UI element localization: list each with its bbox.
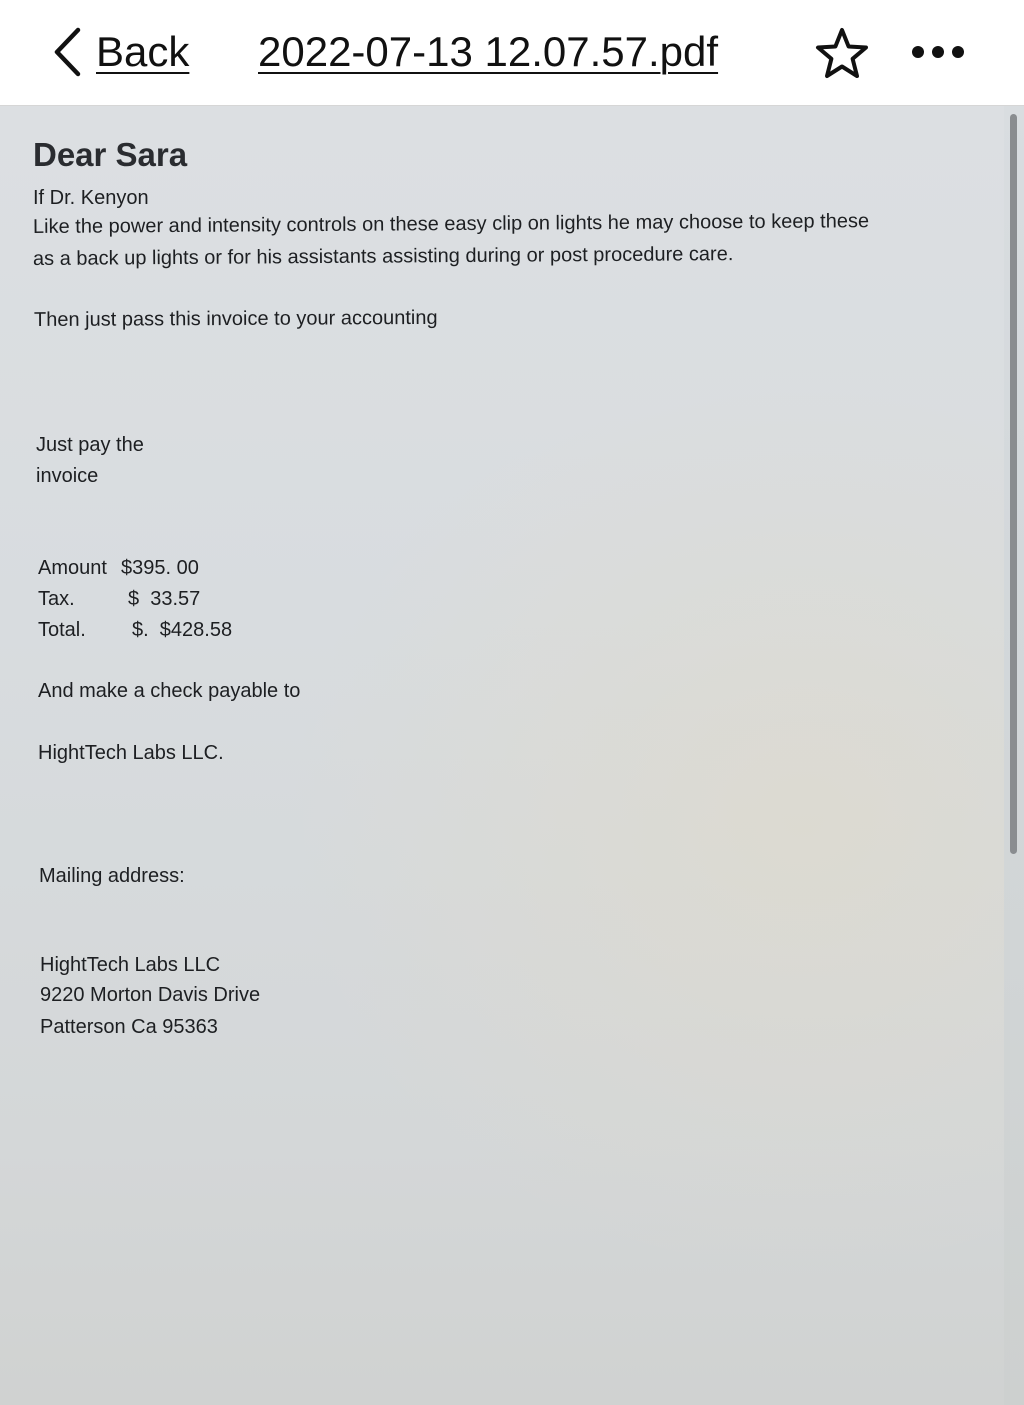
total-value: $. $428.58 bbox=[132, 619, 233, 641]
more-options-button[interactable] bbox=[906, 36, 970, 68]
address-name: HightTech Labs LLC bbox=[40, 954, 221, 976]
back-label: Back bbox=[96, 28, 190, 75]
text-line: If Dr. Kenyon bbox=[33, 187, 149, 209]
tax-value: $ 33.57 bbox=[128, 588, 201, 610]
amount-value: $395. 00 bbox=[121, 557, 199, 579]
text-line: Then just pass this invoice to your accounting bbox=[33, 306, 438, 331]
star-icon bbox=[814, 69, 870, 86]
favorite-button[interactable] bbox=[814, 26, 870, 82]
tax-label: Tax. bbox=[38, 588, 75, 610]
amount-label: Amount bbox=[38, 557, 107, 579]
top-navigation-bar bbox=[0, 0, 1024, 106]
total-label: Total. bbox=[38, 619, 86, 641]
chevron-left-icon bbox=[52, 27, 82, 77]
pdf-viewer[interactable] bbox=[0, 106, 1024, 1405]
mailing-address-label: Mailing address: bbox=[39, 865, 185, 887]
greeting: Dear Sara bbox=[33, 136, 188, 173]
file-title[interactable]: 2022-07-13 12.07.57.pdf bbox=[258, 28, 719, 75]
more-icon bbox=[906, 55, 970, 72]
document-page bbox=[0, 106, 1004, 1405]
text-line: Like the power and intensity controls on these easy clip on lights he may choose to keep these bbox=[32, 210, 870, 238]
payee-name: HightTech Labs LLC. bbox=[38, 742, 224, 764]
address-city: Patterson Ca 95363 bbox=[40, 1016, 218, 1038]
address-street: 9220 Morton Davis Drive bbox=[40, 984, 261, 1006]
text-line: invoice bbox=[36, 465, 99, 487]
text-line: And make a check payable to bbox=[38, 680, 301, 702]
vertical-scrollbar[interactable] bbox=[1010, 114, 1017, 854]
text-line: as a back up lights or for his assistants assisting during or post procedure care. bbox=[32, 243, 734, 270]
text-line: Just pay the bbox=[36, 434, 144, 456]
back-button[interactable] bbox=[52, 22, 189, 82]
